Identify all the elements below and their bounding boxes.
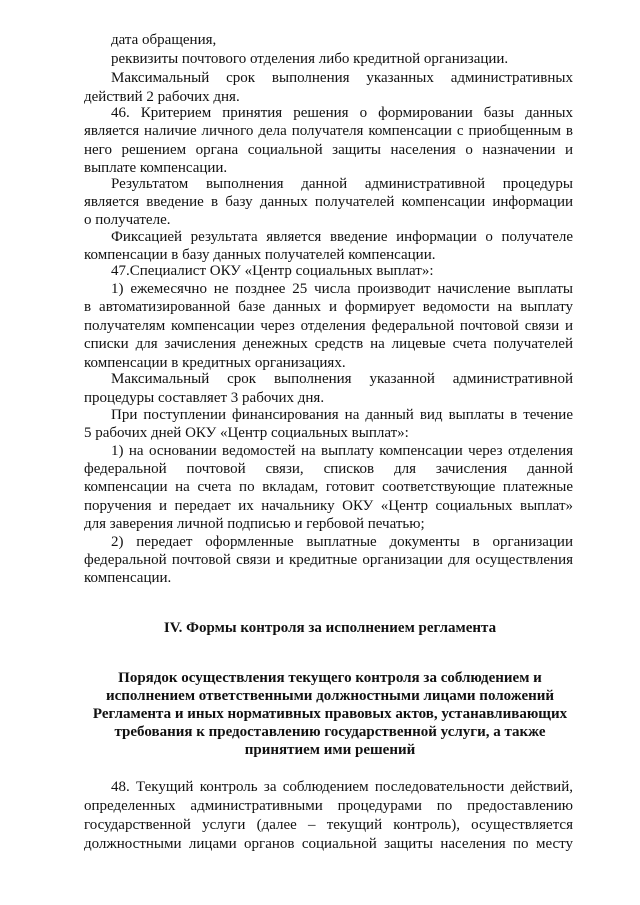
text-line: должностными лицами органов социальной защиты населения по месту xyxy=(84,836,573,852)
text-line: является наличие личного дела получателя компенсации с приобщенным в xyxy=(84,123,573,139)
text-line: Фиксацией результата является введение информации о получателе xyxy=(111,229,573,245)
text-line: в автоматизированной базе данных и формирует ведомости на выплату xyxy=(84,299,573,315)
text-line: него решением органа социальной защиты населения о назначении и xyxy=(84,142,573,158)
text-line: компенсации в базу данных получателей компенсации. xyxy=(84,247,436,263)
subheading-line: требования к предоставлению государственной услуги, а также xyxy=(114,724,546,740)
text-line: 46. Критерием принятия решения о формировании базы данных xyxy=(111,105,573,121)
text-line: государственной услуги (далее – текущий контроль), осуществляется xyxy=(84,817,573,833)
text-line: 1) ежемесячно не позднее 25 числа производит начисление выплаты xyxy=(111,281,573,297)
text-line: компенсации в кредитных организациях. xyxy=(84,355,346,371)
section-title: IV. Формы контроля за исполнением регламента xyxy=(163,620,497,636)
text-line: При поступлении финансирования на данный вид выплаты в течение xyxy=(111,407,573,423)
text-line: компенсации на счета по вкладам, готовит соответствующие платежные xyxy=(84,479,573,495)
text-line: Максимальный срок выполнения указанных административных xyxy=(111,70,573,86)
text-line: для заверения личной подписью и гербовой печатью; xyxy=(84,516,425,532)
text-line: списки для зачисления денежных средств на лицевые счета получателей xyxy=(84,336,573,352)
text-line: федеральной почтовой связи и кредитные организации для осуществления xyxy=(84,552,573,568)
text-line: Результатом выполнения данной административной процедуры xyxy=(111,176,573,192)
subheading-line: исполнением ответственными должностными лицами положений xyxy=(105,688,555,704)
text-line: реквизиты почтового отделения либо кредитной организации. xyxy=(111,51,509,67)
text-line: федеральной почтовой связи, списков для зачисления данной xyxy=(84,461,573,477)
text-line: определенных административными процедурами по предоставлению xyxy=(84,798,573,814)
text-line: выплате компенсации. xyxy=(84,160,228,176)
subheading-line: Порядок осуществления текущего контроля за соблюдением и xyxy=(118,670,542,686)
text-line: 47.Специалист ОКУ «Центр социальных выплат»: xyxy=(111,263,434,279)
text-line: получателям компенсации через отделения федеральной почтовой связи и xyxy=(84,318,573,334)
text-line: действий 2 рабочих дня. xyxy=(84,89,240,105)
subheading-line: принятием ими решений xyxy=(244,742,416,758)
text-line: 2) передает оформленные выплатные документы в организации xyxy=(111,534,573,550)
text-line: 1) на основании ведомостей на выплату компенсации через отделения xyxy=(111,443,573,459)
text-line: компенсации. xyxy=(84,570,172,586)
subheading-line: Регламента и иных нормативных правовых актов, устанавливающих xyxy=(92,706,568,722)
text-line: поручения и передает их начальнику ОКУ «Центр социальных выплат» xyxy=(84,498,573,514)
text-line: является введение в базу данных получателей компенсации информации xyxy=(84,194,573,210)
text-line: 48. Текущий контроль за соблюдением последовательности действий, xyxy=(111,779,573,795)
text-line: процедуры составляет 3 рабочих дня. xyxy=(84,390,325,406)
text-line: о получателе. xyxy=(84,212,171,228)
text-line: 5 рабочих дней ОКУ «Центр социальных выплат»: xyxy=(84,425,409,441)
text-line: Максимальный срок выполнения указанной административной xyxy=(111,371,573,387)
text-line: дата обращения, xyxy=(111,32,217,48)
